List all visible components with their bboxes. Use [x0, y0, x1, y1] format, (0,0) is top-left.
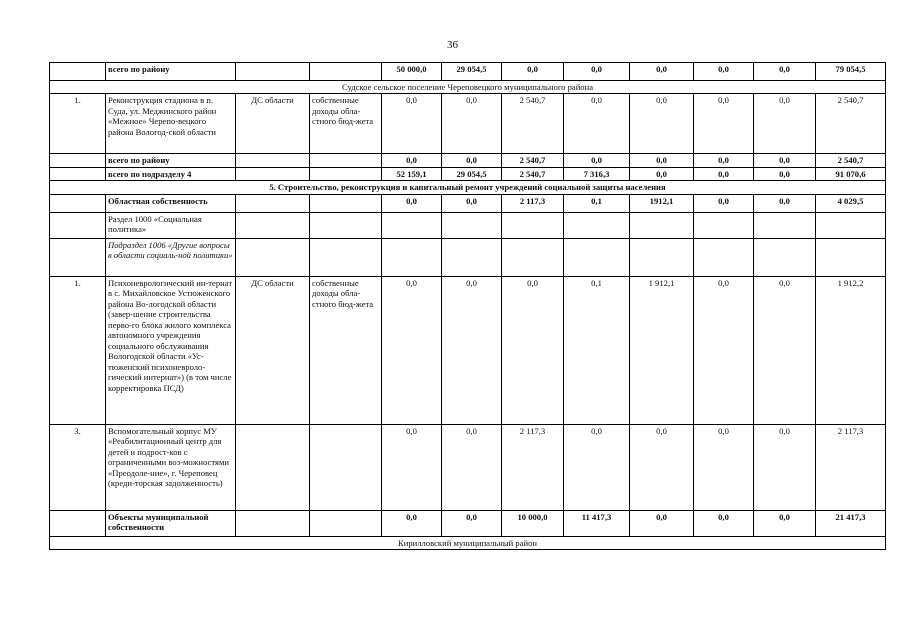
funding-source: собственные доходы обла-стного бюд-жета — [310, 94, 382, 154]
object-name: Вспомогательный корпус МУ «Реабилитационный центр для детей и подрост-ков с ограниченными воз-можностями «Преодоле-ние», г. Череповец (креди-торская задолженность) — [106, 424, 236, 510]
funding-source: собственные доходы обла-стного бюд-жета — [310, 276, 382, 424]
row-label: всего по району — [106, 63, 236, 81]
table-row: всего по подразделу 4 52 159,1 29 054,5 2 540,7 7 316,3 0,0 0,0 0,0 91 070,6 — [50, 167, 886, 180]
table-row: Областная собственность 0,0 0,0 2 117,3 0,1 1912,1 0,0 0,0 4 029,5 — [50, 194, 886, 212]
customer: ДС области — [236, 276, 310, 424]
customer: ДС области — [236, 94, 310, 154]
table-row: Объекты муниципальной собственности 0,0 0,0 10 000,0 11 417,3 0,0 0,0 0,0 21 417,3 — [50, 510, 886, 536]
object-name: Реконструкция стадиона в п. Суда, ул. Меджинского район «Межное» Черепо-вецкого района Вологод-ской области — [106, 94, 236, 154]
page-number: 36 — [447, 39, 458, 51]
section-title: Кирилловский муниципальный район — [50, 536, 886, 549]
section-title: 5. Строительство, реконструкция и капитальный ремонт учреждений социальной защиты населения — [50, 181, 886, 194]
table-row: всего по району 50 000,0 29 054,5 0,0 0,0 0,0 0,0 0,0 79 054,5 — [50, 63, 886, 81]
section-title: Судское сельское поселение Череповецкого муниципального района — [50, 81, 886, 94]
section-row — [50, 81, 886, 94]
table-row: 3. Вспомогательный корпус МУ «Реабилитационный центр для детей и подрост-ков с ограниченными воз-можностями «Преодоле-ние», г. Череповец (креди-торская задолженность) 0,0 0,0 2 117,3 0,0 0,0 0,0 0,0 2 117,3 — [50, 424, 886, 510]
budget-table — [49, 62, 886, 550]
section-label: Раздел 1000 «Социальная политика» — [106, 212, 236, 238]
object-name: Психоневрологический ин-тернат в с. Михайловское Устюженского района Во-логодской области (завер-шение строительства перво-го блока жилого комплекса автономного учреждения социального обслуживания Вологодской области «Ус-тюженский психоневроло-гический интернат») (в том числе корректировка ПСД) — [106, 276, 236, 424]
subsection-label: Подраздел 1006 «Другие вопросы в области социаль-ной политики» — [106, 238, 236, 276]
table-row — [50, 238, 886, 276]
section-row — [50, 181, 886, 194]
section-row — [50, 536, 886, 549]
table-row: 1. Психоневрологический ин-тернат в с. Михайловское Устюженского района Во-логодской области (завер-шение строительства перво-го блока жилого комплекса автономного учреждения социального обслуживания Вологодской области «Ус-тюженский психоневроло-гический интернат») (в том числе корректировка ПСД) ДС области собственные доходы обла-стного бюд-жета 0,0 0,0 0,0 0,1 1 912,1 0,0 0,0 1 912,2 — [50, 276, 886, 424]
table-row: всего по району 0,0 0,0 2 540,7 0,0 0,0 0,0 0,0 2 540,7 — [50, 154, 886, 167]
table-row: 1. Реконструкция стадиона в п. Суда, ул. Меджинского район «Межное» Черепо-вецкого района Вологод-ской области ДС области собственные доходы обла-стного бюд-жета 0,0 0,0 2 540,7 0,0 0,0 0,0 0,0 2 540,7 — [50, 94, 886, 154]
table-row — [50, 212, 886, 238]
